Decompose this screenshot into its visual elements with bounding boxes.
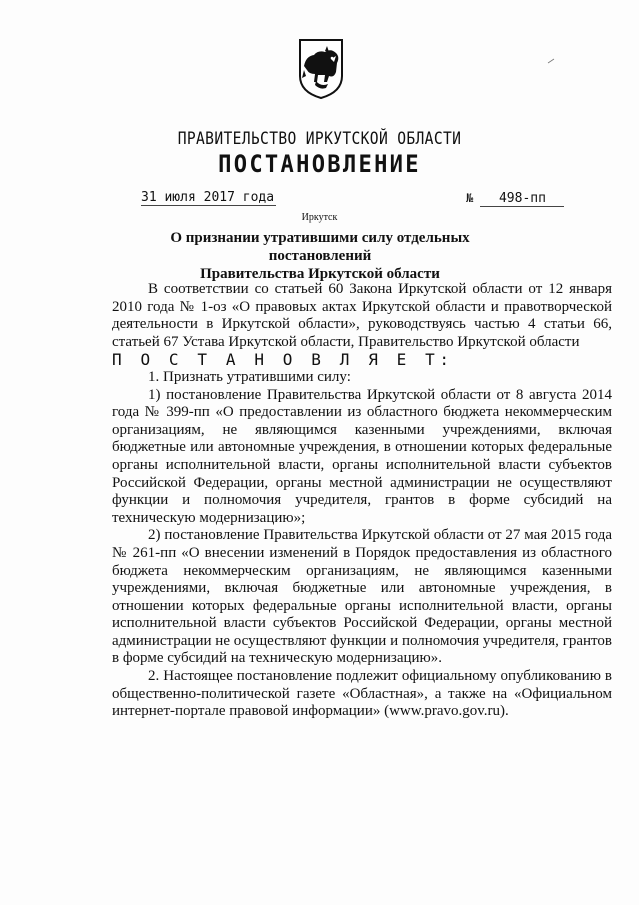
city-name: Иркутск — [301, 212, 338, 223]
decree-word: П О С Т А Н О В Л Я Е Т: — [112, 350, 454, 370]
document-type-heading: ПОСТАНОВЛЕНИЕ — [218, 150, 421, 178]
irkutsk-coat-of-arms-icon — [298, 38, 344, 100]
document-title — [120, 229, 520, 283]
document-date: 31 июля 2017 года — [141, 190, 275, 205]
document-number — [466, 191, 564, 207]
item-1-subitem-2: 2) постановление Правительства Иркутской области от 27 мая 2015 года № 261-пп «О внесении изменений в Порядок предоставления из областного бюджета некоммерческим организациям, не являющимся казенными учреждениями, включая бюджетные или автономные учреждения, в отношении которых федеральные органы исполнительной власти, органы исполнительной власти субъектов Российской Федерации, органы местной администрации не осуществляют функции и полномочия учредителя, грантов в форме субсидий на техническую модернизацию». — [112, 527, 612, 667]
number-label: № — [466, 191, 474, 205]
title-line-1: О признании утратившими силу отдельных постановлений — [170, 230, 470, 264]
government-name: ПРАВИТЕЛЬСТВО ИРКУТСКОЙ ОБЛАСТИ — [177, 129, 462, 149]
scan-speck-mark — [547, 58, 555, 64]
preamble-paragraph: В соответствии со статьей 60 Закона Иркутской области от 12 января 2010 года № 1-оз «О правовых актах Иркутской области и правотворческой деятельности в Иркутской области», руководствуясь частью 4 статьи 66, статьей 67 Устава Иркутской области, Правительство Иркутской области — [112, 281, 612, 350]
number-value: 498-пп — [480, 191, 564, 207]
title-line-2: Правительства Иркутской области — [200, 266, 440, 282]
item-1-subitem-1: 1) постановление Правительства Иркутской области от 8 августа 2014 года № 399-пп «О предоставлении из областного бюджета некоммерческим организациям, не являющимся казенными учреждениями, включая бюджетные или автономные учреждения, в отношении которых федеральные органы исполнительной власти, органы исполнительной власти субъектов Российской Федерации, органы местной администрации не осуществляют функции и полномочия учредителя, грантов в форме субсидий на техническую модернизацию»; — [112, 386, 612, 526]
item-1-intro: 1. Признать утратившими силу: — [148, 368, 351, 385]
document-body — [112, 281, 612, 721]
item-2-paragraph: 2. Настоящее постановление подлежит официальному опубликованию в общественно-политической газете «Областная», а также на «Официальном интернет-портале правовой информации» (www.pravo.gov.ru). — [112, 668, 612, 720]
